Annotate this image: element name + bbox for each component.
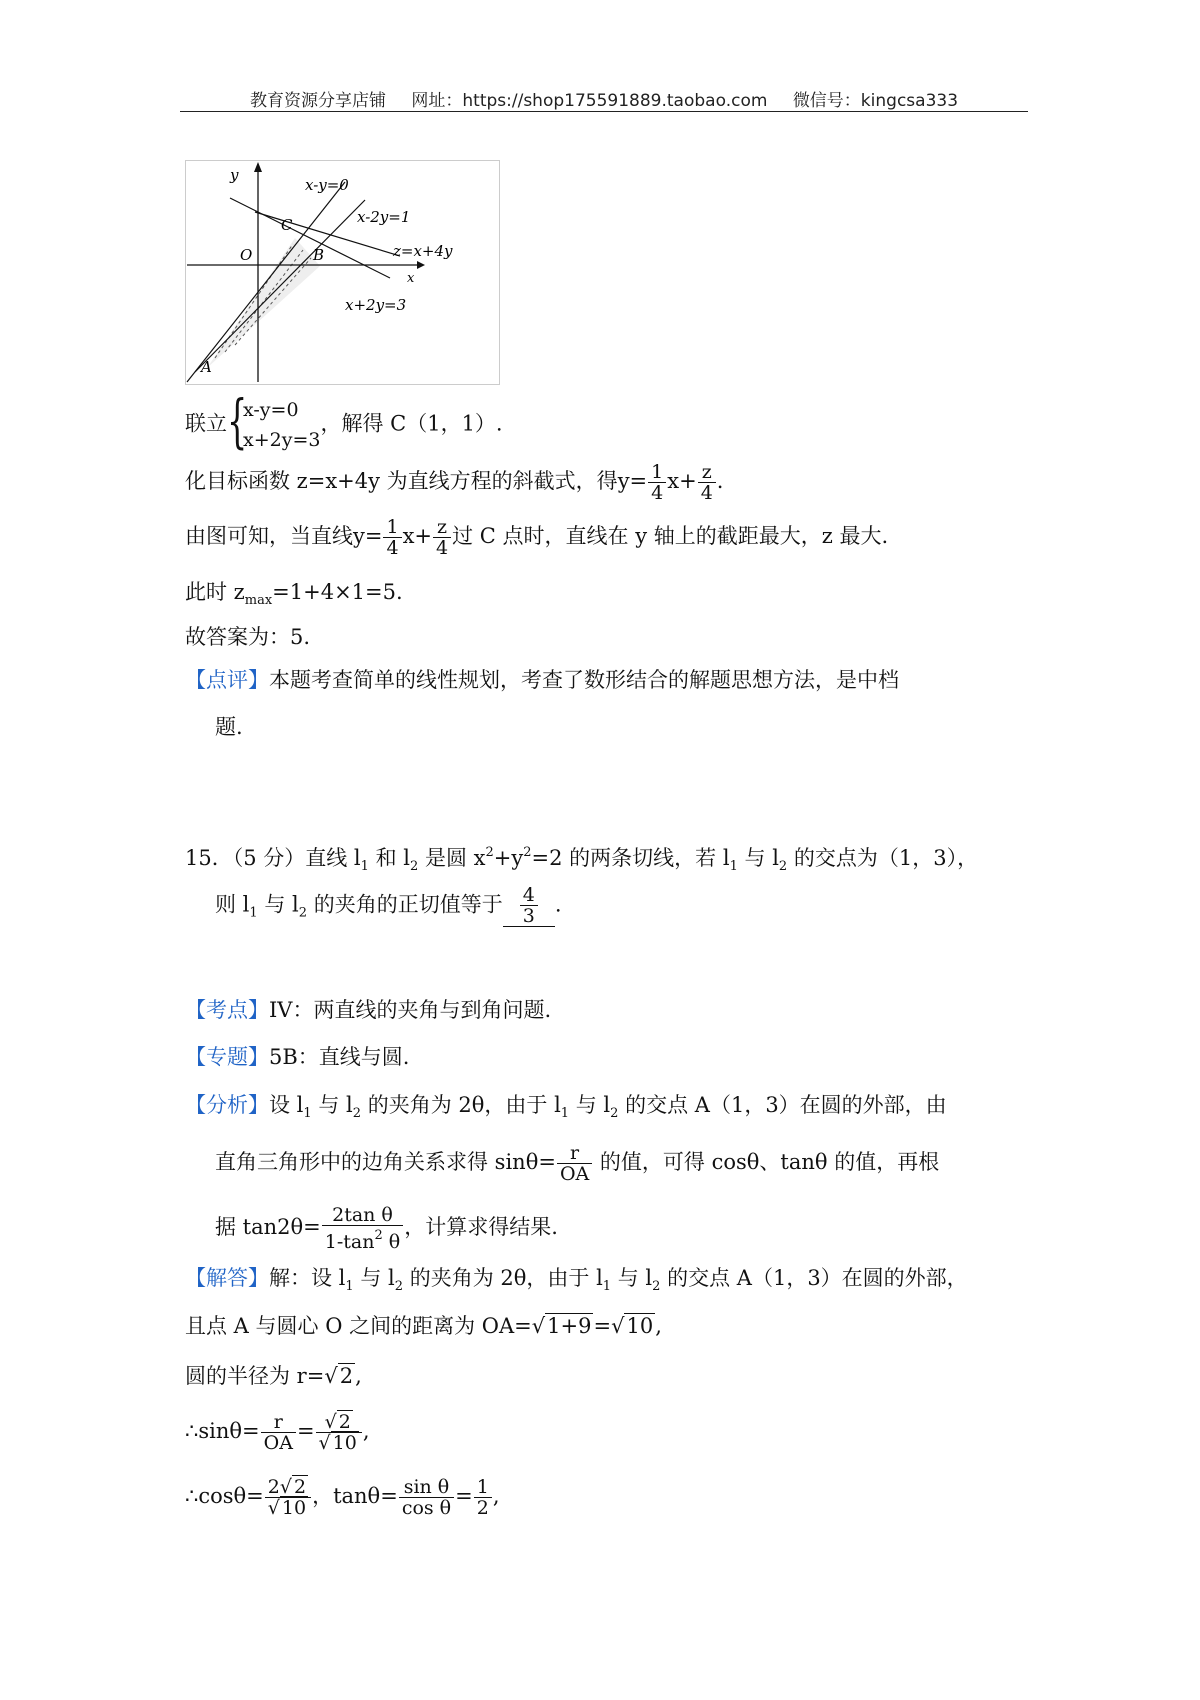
y-axis-arrow	[254, 162, 262, 172]
sol14-line2	[185, 462, 723, 503]
point-c-label: C	[281, 216, 293, 234]
zhuanti-tag: 【专题】	[185, 1045, 269, 1069]
sol14-line3	[185, 517, 888, 558]
period: .	[716, 469, 724, 493]
solve-text: ，解得 C（1，1）.	[320, 411, 503, 436]
frac-z-quarter-2: $\frac{z}{4}$	[433, 517, 451, 558]
zhuanti-line: 【专题】5B：直线与圆.	[185, 1045, 410, 1069]
x-plus-2: x+	[402, 524, 433, 548]
q15-line1: 15．（5 分）直线 $l_1$ 和 $l_2$ 是圆 $x^2+y^2=2$ 的两条切线，若 $l_1$ 与 $l_2$ 的交点为（1，3），	[185, 845, 979, 874]
line3-post: 过 C 点时，直线在 y 轴上的截距最大，z 最大.	[452, 524, 889, 548]
header-shop: 教育资源分享店铺	[249, 91, 386, 111]
jieda-line1: 【解答】解：设 $l_1$ 与 $l_2$ 的夹角为 2θ，由于 $l_1$ 与 $l_2$ 的交点 A（1，3）在圆的外部，	[185, 1266, 968, 1294]
line3-label: z=x+4y	[393, 242, 453, 260]
line2-label: x-2y=1	[357, 208, 411, 226]
fenxi-line1: 【分析】设 $l_1$ 与 $l_2$ 的夹角为 2θ，由于 $l_1$ 与 $l_2$ 的交点 A（1，3）在圆的外部，由	[185, 1093, 947, 1121]
frac-quarter: $\frac{1}{4}$	[648, 462, 666, 503]
sol14-line5: 故答案为：5.	[185, 625, 311, 649]
line4-label: x+2y=3	[345, 296, 407, 314]
y-eq-2: y=	[353, 524, 383, 548]
page-header	[180, 86, 1028, 111]
header-rule	[180, 111, 1028, 112]
kaodian-tag: 【考点】	[185, 998, 269, 1022]
lianli-text: 联立	[185, 411, 227, 436]
pingjia-text: 本题考查简单的线性规划，考查了数形结合的解题思想方法，是中档	[269, 668, 899, 692]
kaodian-line: 【考点】IV：两直线的夹角与到角问题.	[185, 998, 552, 1022]
jieda-line4: ∴sinθ= $\frac{r}{OA}$ = $\frac{√ 2}{√ 10}$ ,	[185, 1411, 370, 1454]
pingjia-tag: 【点评】	[185, 668, 269, 692]
x-axis-label: x	[407, 271, 415, 286]
header-wechat: 微信号：kingcsa333	[792, 91, 959, 111]
y-axis-label: y	[230, 166, 239, 184]
y-eq: y=	[617, 469, 648, 493]
system-eq2: x+2y=3	[243, 429, 321, 451]
z-max-sub: max	[244, 593, 273, 608]
frac-quarter-2: $\frac{1}{4}$	[383, 517, 401, 558]
point-b-label: B	[313, 246, 325, 264]
sol14-line1	[185, 387, 503, 455]
jieda-line3: 圆的半径为 r=√2,	[185, 1364, 362, 1388]
figure-frame	[186, 161, 500, 385]
jieda-line5: ∴cosθ= $\frac{2√ 2}{√ 10}$ ，tanθ= $\frac{\text{sin θ}}{\text{cos θ}}$ = $\frac{1}{2}$ ,	[185, 1476, 500, 1519]
x-plus: x+	[667, 469, 697, 493]
line1-label: x-y=0	[305, 176, 349, 194]
jieda-line2: 且点 A 与圆心 O 之间的距离为 OA=√1+9=√10,	[185, 1314, 662, 1338]
line4-pre: 此时 z	[185, 580, 245, 604]
fenxi-tag: 【分析】	[185, 1093, 269, 1117]
equation-system: { x-y=0 x+2y=3	[227, 387, 321, 455]
line-x-minus-y-0	[187, 182, 345, 382]
origin-label: O	[240, 246, 253, 264]
q15-line2: 则 $l_1$ 与 $l_2$ 的夹角的正切值等于 $\frac{4}{3}$ .	[215, 884, 562, 927]
point-a-label: A	[201, 358, 212, 376]
line2-pre: 化目标函数 z=x+4y 为直线方程的斜截式，得	[185, 469, 618, 493]
pingjia-line2: 题.	[215, 715, 243, 739]
linear-programming-figure	[185, 160, 500, 385]
jieda-tag: 【解答】	[185, 1266, 269, 1290]
sol14-line4	[185, 577, 403, 616]
fenxi-line3: 据 tan2θ= $\frac{\text{2tan θ}}{1-\tan^2 \theta}$ ，计算求得结果.	[215, 1204, 558, 1253]
pingjia-line	[185, 665, 899, 695]
x-axis-arrow	[417, 261, 425, 269]
system-eq1: x-y=0	[243, 399, 299, 421]
line-x-minus-2y-1	[195, 200, 365, 372]
answer-blank: $\frac{4}{3}$	[503, 885, 555, 927]
fenxi-line2: 直角三角形中的边角关系求得 sinθ= $\frac{r}{OA}$ 的值，可得 cosθ、tanθ 的值，再根	[215, 1142, 940, 1185]
header-url: 网址：https://shop175591889.taobao.com	[411, 91, 768, 111]
frac-z-quarter: $\frac{z}{4}$	[698, 462, 716, 503]
line4-post: =1+4×1=5.	[272, 580, 403, 604]
line3-pre: 由图可知，当直线	[185, 524, 353, 548]
